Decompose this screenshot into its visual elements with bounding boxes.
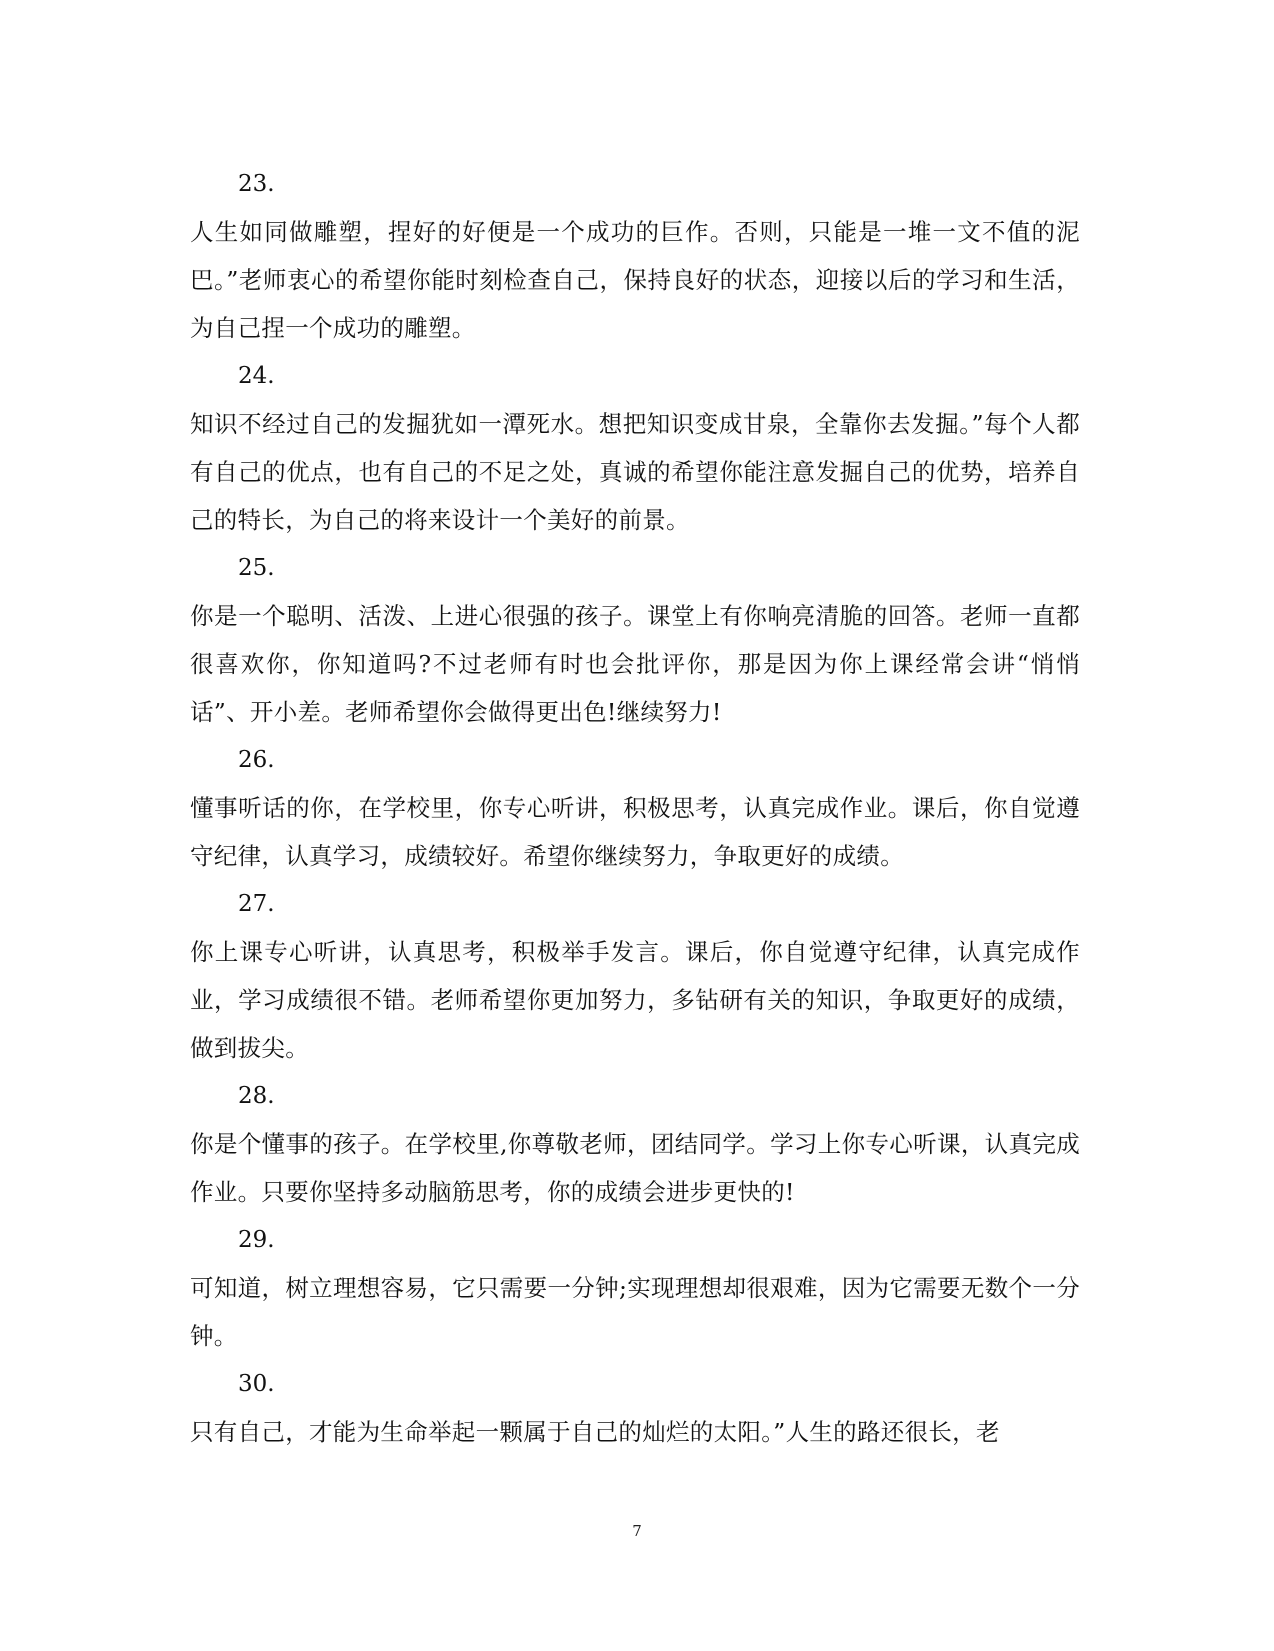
list-item	[190, 352, 1080, 544]
page-number: 7	[632, 1522, 642, 1540]
entry-text: 知识不经过自己的发掘犹如一潭死水。想把知识变成甘泉，全靠你去发掘。”每个人都有自己的优点，也有自己的不足之处，真诚的希望你能注意发掘自己的优势，培养自己的特长，为自己的将来设计一个美好的前景。	[190, 410, 1080, 534]
list-item	[190, 1360, 1080, 1456]
list-item	[190, 160, 1080, 352]
entry-text: 可知道，树立理想容易，它只需要一分钟;实现理想却很艰难，因为它需要无数个一分钟。	[190, 1274, 1080, 1350]
list-item	[190, 1216, 1080, 1360]
entry-text: 你是一个聪明、活泼、上进心很强的孩子。课堂上有你响亮清脆的回答。老师一直都很喜欢你，你知道吗?不过老师有时也会批评你，那是因为你上课经常会讲“悄悄话”、开小差。老师希望你会做得更出色!继续努力!	[190, 602, 1080, 726]
entry-text: 只有自己，才能为生命举起一颗属于自己的灿烂的太阳。”人生的路还很长，老	[190, 1418, 1000, 1446]
entry-text: 人生如同做雕塑，捏好的好便是一个成功的巨作。否则，只能是一堆一文不值的泥巴。”老师衷心的希望你能时刻检查自己，保持良好的状态，迎接以后的学习和生活，为自己捏一个成功的雕塑。	[190, 218, 1080, 342]
list-item	[190, 544, 1080, 736]
entry-text: 你是个懂事的孩子。在学校里,你尊敬老师，团结同学。学习上你专心听课，认真完成作业。只要你坚持多动脑筋思考，你的成绩会进步更快的!	[190, 1130, 1080, 1206]
list-item	[190, 880, 1080, 1072]
entry-number: 26.	[238, 747, 275, 773]
entry-number: 29.	[238, 1227, 275, 1253]
entry-number: 30.	[238, 1371, 275, 1397]
entry-number: 24.	[238, 363, 275, 389]
comments-list	[190, 160, 1080, 1456]
entry-text: 你上课专心听讲，认真思考，积极举手发言。课后，你自觉遵守纪律，认真完成作业，学习成绩很不错。老师希望你更加努力，多钻研有关的知识，争取更好的成绩，做到拔尖。	[190, 938, 1080, 1062]
entry-number: 28.	[238, 1083, 275, 1109]
list-item	[190, 736, 1080, 880]
entry-number: 27.	[238, 891, 275, 917]
list-item	[190, 1072, 1080, 1216]
entry-text: 懂事听话的你，在学校里，你专心听讲，积极思考，认真完成作业。课后，你自觉遵守纪律，认真学习，成绩较好。希望你继续努力，争取更好的成绩。	[190, 794, 1080, 870]
entry-number: 25.	[238, 555, 275, 581]
entry-number: 23.	[238, 171, 275, 197]
